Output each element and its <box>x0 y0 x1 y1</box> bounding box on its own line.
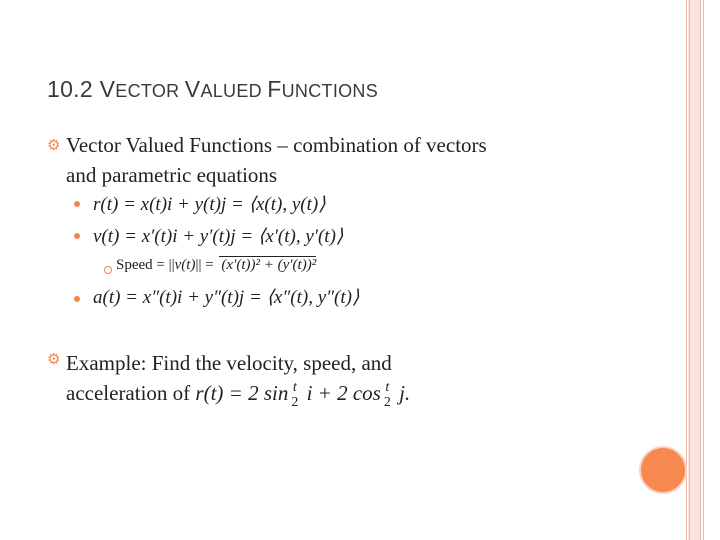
slide-title: 10.2 VECTOR VALUED FUNCTIONS <box>47 76 379 102</box>
sub-bullet-dot <box>74 233 80 239</box>
bullet-icon: ⚙ <box>47 136 61 154</box>
sub-item-acceleration: a(t) = x″(t)i + y″(t)j = ⟨x″(t), y″(t)⟩ <box>93 287 360 308</box>
decorative-orb <box>641 448 685 492</box>
fraction: t 2 <box>291 380 299 411</box>
decorative-stripe-line <box>689 0 690 540</box>
decorative-stripe-line <box>686 0 687 540</box>
speed-formula: Speed = ||v(t)|| = (x′(t))² + (y′(t))² <box>116 257 317 273</box>
sub-bullet-dot <box>74 296 80 302</box>
fraction: t 2 <box>383 380 391 411</box>
sub-item-position: r(t) = x(t)i + y(t)j = ⟨x(t), y(t)⟩ <box>93 194 326 215</box>
sub-item-velocity: v(t) = x′(t)i + y′(t)j = ⟨x′(t), y′(t)⟩ <box>93 226 344 247</box>
bullet-text-definition: Vector Valued Functions – combination of vectors and parametric equations <box>66 133 487 187</box>
decorative-stripe-line <box>700 0 701 540</box>
sub-sub-bullet-ring <box>104 266 112 274</box>
bullet-text-example: Example: Find the velocity, speed, and acceleration of r(t) = 2 sin t 2 i + 2 cos t 2 j. <box>66 351 411 411</box>
sub-bullet-dot <box>74 201 80 207</box>
bullet-icon: ⚙ <box>47 350 61 368</box>
decorative-stripe-line <box>703 0 704 540</box>
